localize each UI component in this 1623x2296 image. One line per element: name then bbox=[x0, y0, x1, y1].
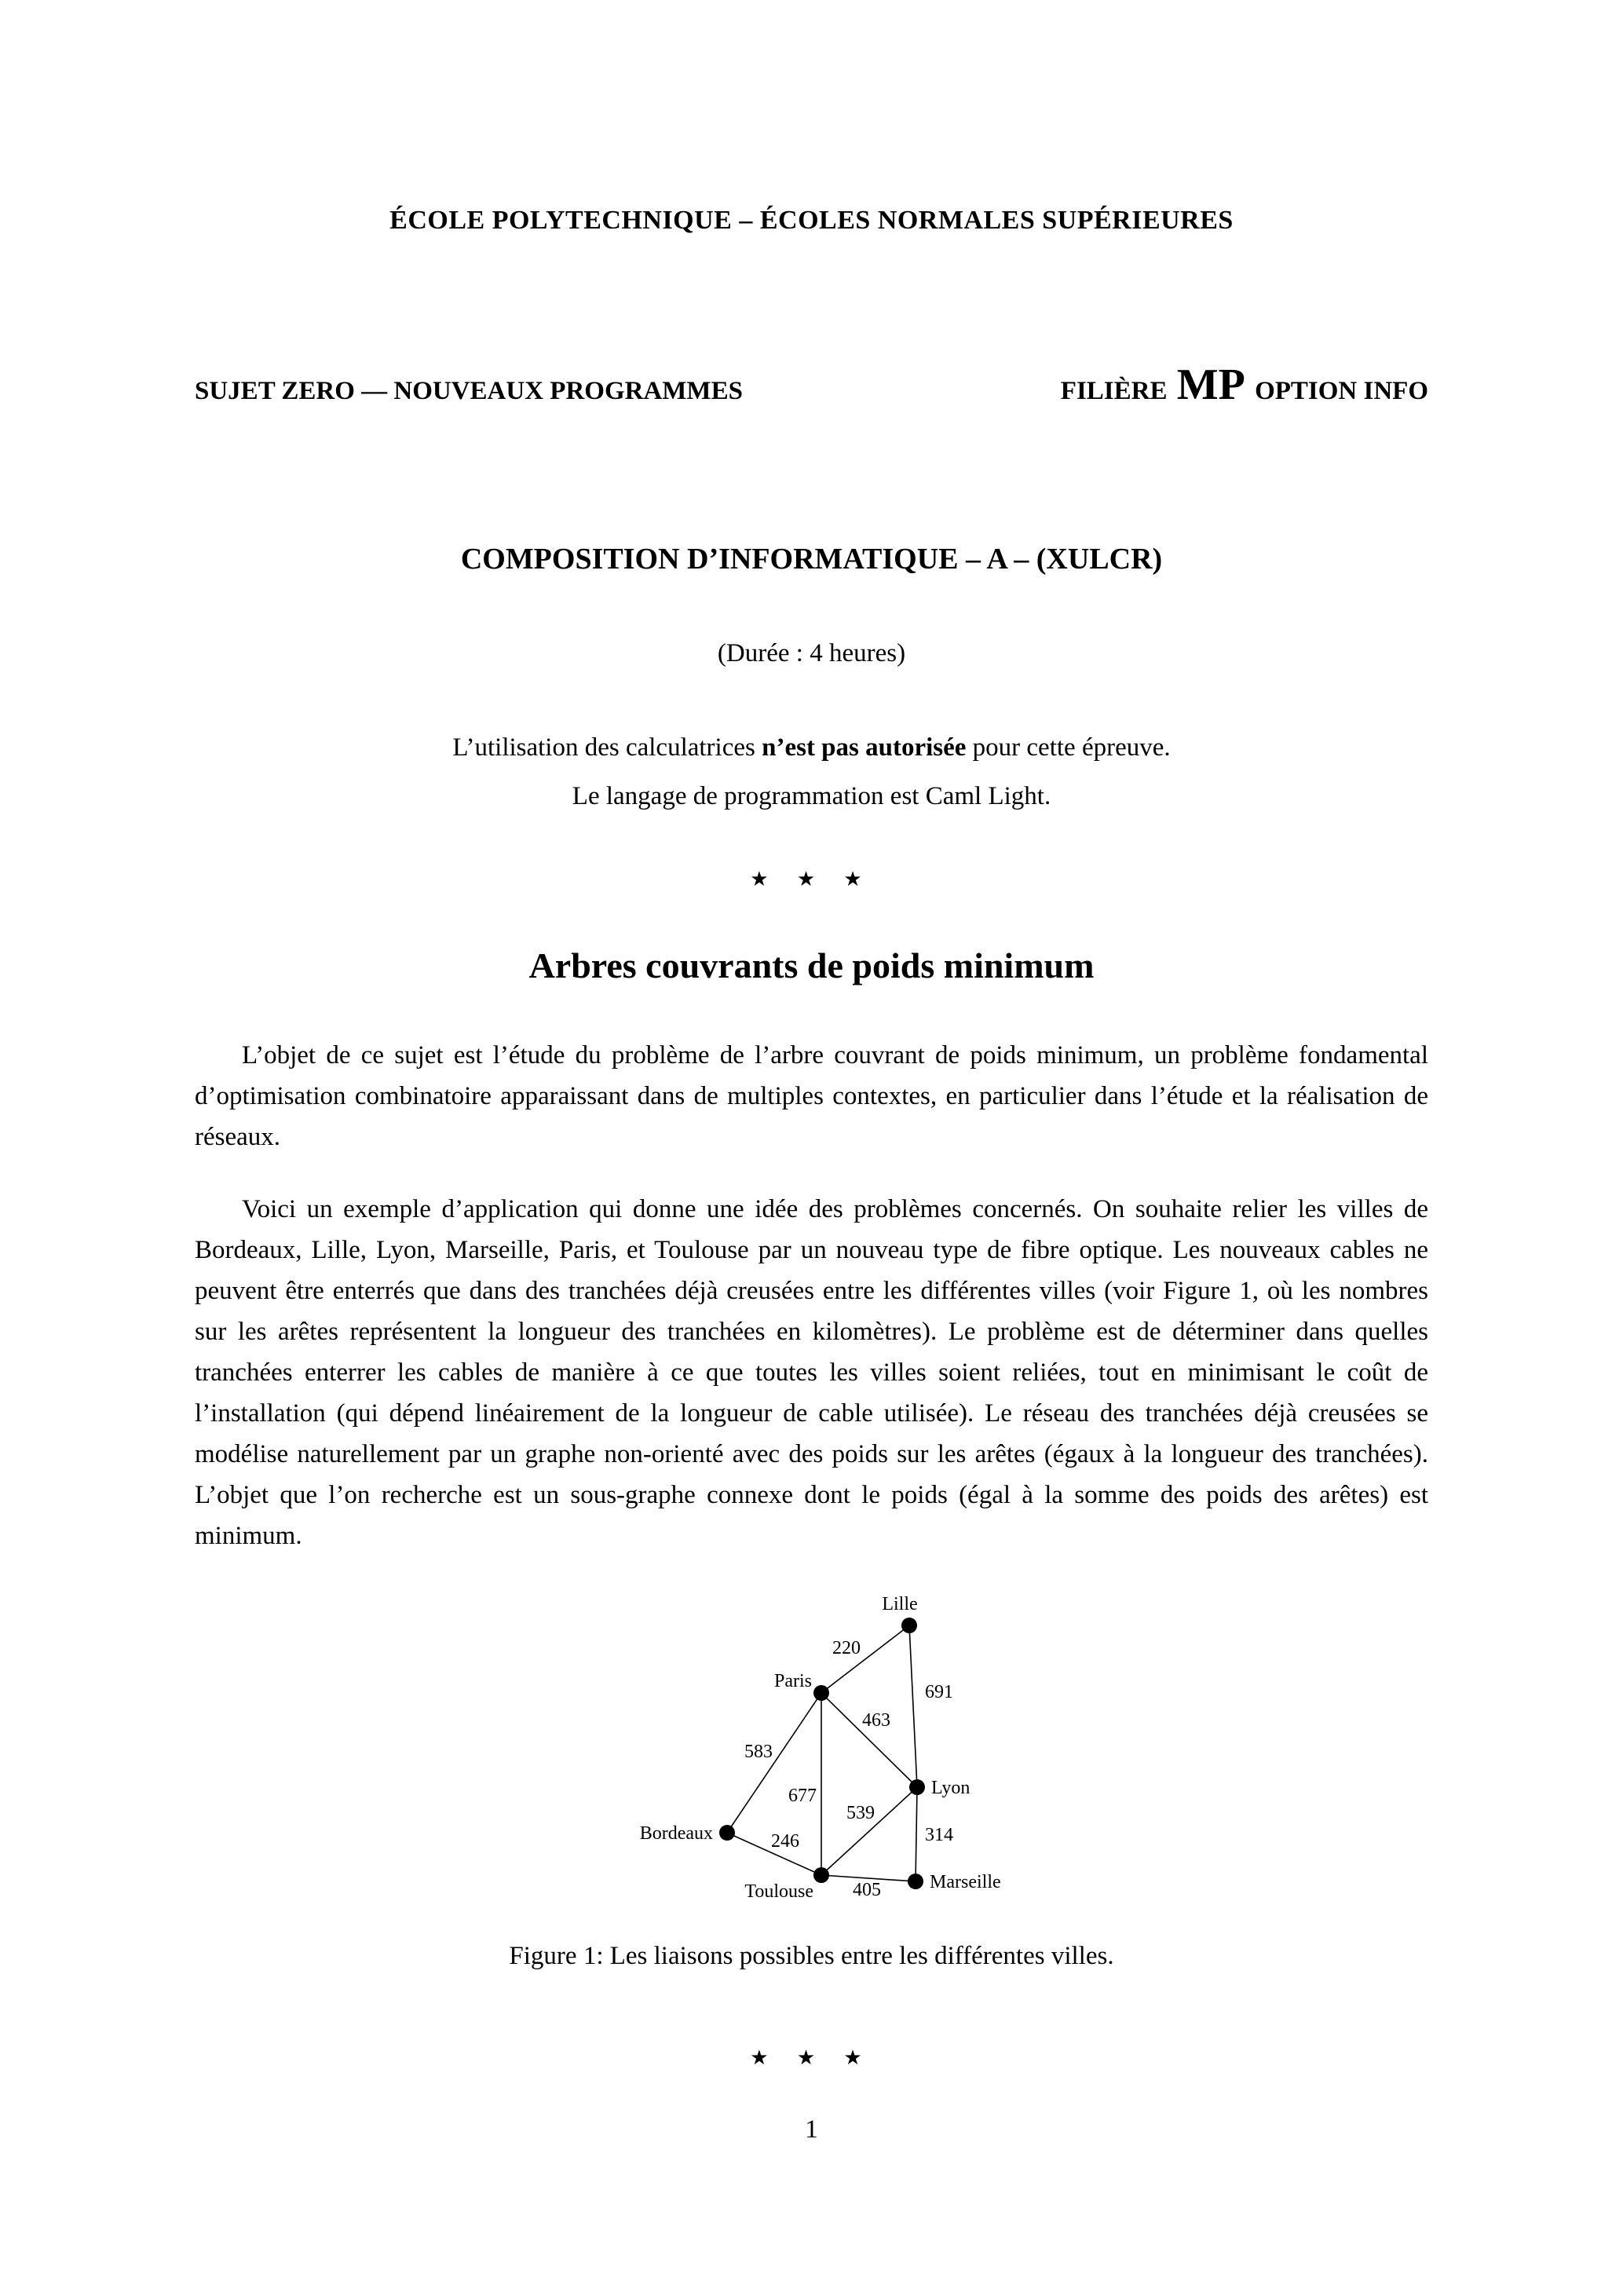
edge-weight-paris-lyon: 463 bbox=[861, 1710, 890, 1731]
node-toulouse bbox=[813, 1867, 829, 1883]
node-label-bordeaux: Bordeaux bbox=[639, 1823, 713, 1844]
edge-toulouse-lyon bbox=[821, 1787, 917, 1875]
edge-weight-bordeaux-toulouse: 246 bbox=[770, 1831, 799, 1852]
node-bordeaux bbox=[719, 1825, 735, 1841]
node-marseille bbox=[908, 1874, 923, 1889]
node-label-marseille: Marseille bbox=[929, 1872, 1001, 1892]
edge-weight-lyon-marseille: 314 bbox=[924, 1825, 953, 1845]
language-notice: Le langage de programmation est Caml Light. bbox=[572, 782, 1051, 810]
node-label-lyon: Lyon bbox=[930, 1778, 970, 1798]
edge-bordeaux-paris bbox=[727, 1693, 821, 1833]
section-title: Arbres couvrants de poids minimum bbox=[528, 945, 1095, 985]
edge-lille-lyon bbox=[909, 1625, 917, 1787]
edge-paris-lille bbox=[821, 1625, 909, 1693]
paragraph-example: Voici un exemple d’application qui donne une idée des problèmes concernés. On souhaite relier les villes de Bordeaux, Lille, Lyon, Marseille, Paris, et Toulouse par un nouveau type de fibre optique. Les nouveaux cables ne peuvent être enterrés que dans des tranchées déjà creusées entre les différentes villes (voir Figure 1, où les nombres sur les arêtes représentent la longueur des tranchées en kilomètres). Le problème est de déterminer dans quelles tranchées enterrer les cables de manière à ce que toutes les villes soient reliées, tout en minimisant le coût de l’installation (qui dépend linéairement de la longueur de cable utilisée). Le réseau des tranchées déjà creusées se modélise naturellement par un graphe non-orienté avec des poids sur les arêtes (égaux à la longueur des tranchées). L’objet que l’on recherche est un sous-graphe connexe dont le poids (égal à la somme des poids des arêtes) est minimum. bbox=[195, 1195, 1428, 1550]
calculator-notice bbox=[195, 723, 1428, 772]
notice-block bbox=[195, 723, 1428, 821]
node-label-lille: Lille bbox=[881, 1594, 918, 1614]
city-graph bbox=[592, 1588, 1032, 1918]
edge-weight-toulouse-marseille: 405 bbox=[852, 1880, 881, 1900]
filiere-label: FILIÈRE bbox=[1060, 377, 1168, 405]
calculator-notice-post: pour cette épreuve. bbox=[966, 733, 1171, 762]
edge-lyon-marseille bbox=[916, 1787, 917, 1881]
edge-weight-toulouse-lyon: 539 bbox=[846, 1803, 875, 1823]
filiere-line bbox=[1061, 360, 1428, 410]
edge-weight-paris-lille: 220 bbox=[832, 1638, 861, 1658]
figure-caption: Figure 1: Les liaisons possibles entre les différentes villes. bbox=[509, 1942, 1114, 1970]
duration-line: (Durée : 4 heures) bbox=[717, 639, 906, 667]
node-paris bbox=[813, 1685, 829, 1701]
node-lyon bbox=[909, 1779, 925, 1795]
figure-1 bbox=[195, 1588, 1428, 1925]
stars-separator-top: ★ ★ ★ bbox=[750, 868, 873, 891]
subject-row bbox=[195, 360, 1428, 410]
edge-weight-paris-toulouse: 677 bbox=[788, 1786, 817, 1806]
node-label-toulouse: Toulouse bbox=[744, 1881, 813, 1902]
page-number: 1 bbox=[805, 2115, 818, 2144]
filiere-option: OPTION INFO bbox=[1255, 377, 1428, 405]
composition-title: COMPOSITION D’INFORMATIQUE – A – (XULCR) bbox=[460, 543, 1163, 576]
node-lille bbox=[901, 1618, 917, 1633]
stars-separator-bottom: ★ ★ ★ bbox=[750, 2046, 873, 2070]
subject-program: SUJET ZERO — NOUVEAUX PROGRAMMES bbox=[195, 377, 743, 405]
institution-header: ÉCOLE POLYTECHNIQUE – ÉCOLES NORMALES SUPÉRIEURES bbox=[389, 206, 1234, 235]
calculator-notice-pre: L’utilisation des calculatrices bbox=[452, 733, 762, 762]
edge-paris-lyon bbox=[821, 1693, 917, 1787]
filiere-mp: MP bbox=[1176, 360, 1245, 409]
edge-weight-bordeaux-paris: 583 bbox=[744, 1742, 773, 1762]
edge-weight-lille-lyon: 691 bbox=[924, 1682, 953, 1702]
node-label-paris: Paris bbox=[773, 1671, 812, 1691]
calculator-notice-bold: n’est pas autorisée bbox=[762, 733, 967, 762]
paragraph-intro: L’objet de ce sujet est l’étude du problème de l’arbre couvrant de poids minimum, un problème fondamental d’optimisation combinatoire apparaissant dans de multiples contextes, en particulier dans l’étude et la réalisation de réseaux. bbox=[195, 1041, 1428, 1151]
